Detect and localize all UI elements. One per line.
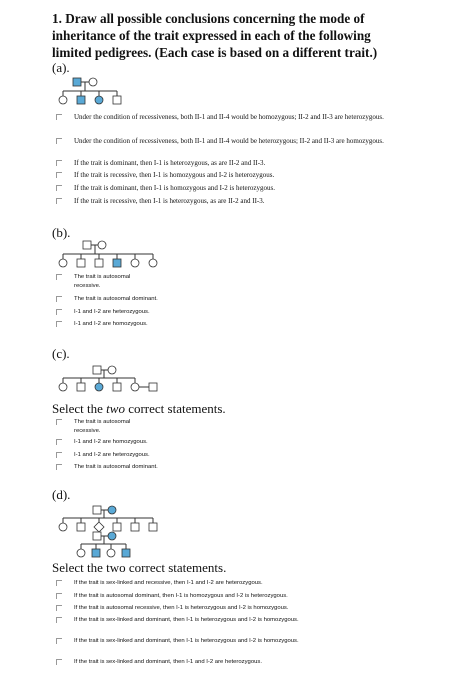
checkbox[interactable]: [56, 439, 62, 445]
pedigree-d-male-II-6: [149, 523, 157, 531]
pedigree-d-unknown-II-3: [94, 522, 104, 532]
checkbox[interactable]: [56, 185, 62, 191]
pedigree-b-female-II-1: [59, 259, 67, 267]
checkbox[interactable]: [56, 309, 62, 315]
pedigree-a-female-I-2: [89, 78, 97, 86]
pedigree-d-male-II-spouse: [93, 532, 101, 540]
pedigree-d-female-II-1: [59, 523, 67, 531]
pedigree-b-female-II-5: [131, 259, 139, 267]
pedigree-b-male-II-3: [95, 259, 103, 267]
pedigree-b-female-I-2: [98, 241, 106, 249]
checkbox[interactable]: [56, 296, 62, 302]
pedigree-a-female-II-1: [59, 96, 67, 104]
pedigree-c-female-II-3: [95, 383, 103, 391]
pedigree-c-male-I-1: [93, 366, 101, 374]
pedigree-d-male-II-2: [77, 523, 85, 531]
pedigree-d-female-II-wife: [108, 532, 116, 540]
checkbox[interactable]: [56, 638, 62, 644]
checkbox[interactable]: [56, 605, 62, 611]
pedigree-d-male-II-5: [131, 523, 139, 531]
checkbox[interactable]: [56, 198, 62, 204]
pedigree-c-female-I-2: [108, 366, 116, 374]
pedigree-a-male-I-1: [73, 78, 81, 86]
checkbox[interactable]: [56, 452, 62, 458]
pedigree-b-female-II-6: [149, 259, 157, 267]
pedigree-b-male-II-4: [113, 259, 121, 267]
checkbox[interactable]: [56, 593, 62, 599]
pedigree-d-male-III-4: [122, 549, 130, 557]
checkbox[interactable]: [56, 464, 62, 470]
question-title: 1. Draw all possible conclusions concerning the mode of inheritance of the trait expressed in each of the following limited pedigrees. (Each case is based on a different trait.): [52, 11, 378, 60]
pedigree-a-male-II-2: [77, 96, 85, 104]
checkbox[interactable]: [56, 321, 62, 327]
checkbox[interactable]: [56, 659, 62, 665]
pedigree-c-female-II-1: [59, 383, 67, 391]
pedigree-d-female-I-2: [108, 506, 116, 514]
pedigree-d-female-III-1: [77, 549, 85, 557]
pedigree-a-female-II-3: [95, 96, 103, 104]
pedigree-c-male-II-4: [113, 383, 121, 391]
part-a-label: (a).: [52, 60, 70, 75]
pedigree-c-spouse: [149, 383, 157, 391]
checkbox[interactable]: [56, 160, 62, 166]
checkbox[interactable]: [56, 274, 62, 280]
checkbox[interactable]: [56, 580, 62, 586]
pedigree-d-male-II-4: [113, 523, 121, 531]
pedigree-d-male-I-1: [93, 506, 101, 514]
pedigree-c-female-II-5: [131, 383, 139, 391]
part-c-label: (c).: [52, 346, 70, 361]
pedigree-c-male-II-2: [77, 383, 85, 391]
pedigree-b-male-II-2: [77, 259, 85, 267]
pedigree-b-male-I-1: [83, 241, 91, 249]
checkbox[interactable]: [56, 114, 62, 120]
checkbox[interactable]: [56, 419, 62, 425]
checkbox[interactable]: [56, 172, 62, 178]
part-d-select-instruction: Select the two correct statements.: [52, 560, 227, 575]
checkbox[interactable]: [56, 617, 62, 623]
part-c-select-instruction: Select the two correct statements.: [52, 401, 226, 416]
pedigree-d-female-III-3: [107, 549, 115, 557]
part-d-label: (d).: [52, 487, 71, 502]
pedigree-d-male-III-2: [92, 549, 100, 557]
part-b-label: (b).: [52, 225, 71, 240]
pedigree-a-male-II-4: [113, 96, 121, 104]
checkbox[interactable]: [56, 138, 62, 144]
